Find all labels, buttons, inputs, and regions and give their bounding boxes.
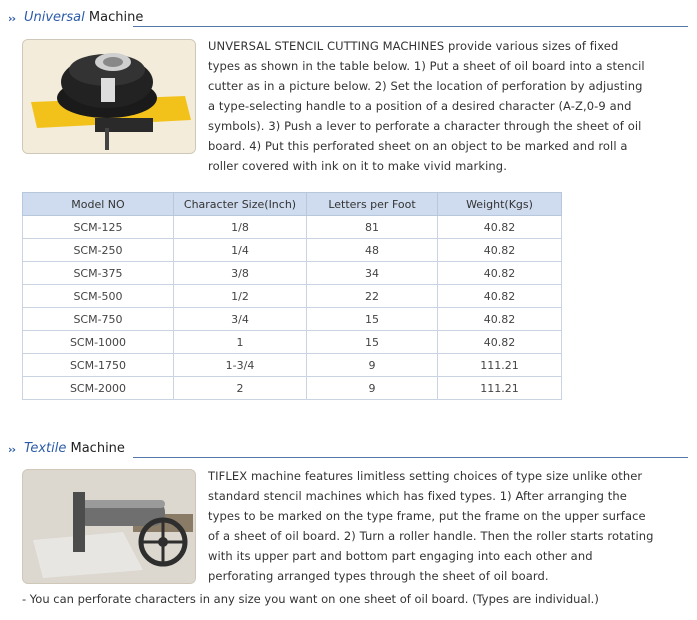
textile-section-header xyxy=(8,441,688,461)
textile-description: TIFLEX machine features limitless setting choices of type size unlike other standard stencil machines which has fixed types. 1) After arranging the types to be marked on the type frame, put the frame on the upper surface of a sheet of oil board. 2) Turn a roller handle. Then the roller starts rotating with its upper part and bottom part engaging into each other and perforating arranged types through the sheet of oil board. xyxy=(208,469,654,583)
table-row xyxy=(23,354,562,377)
section-divider xyxy=(133,457,688,458)
table-cell: 40.82 xyxy=(438,285,562,308)
universal-description: UNVERSAL STENCIL CUTTING MACHINES provide various sizes of fixed types as shown in the table below. 1) Put a sheet of oil board into a stencil cutter as in a picture below. 2) Set the location of perforation by adjusting a type-selecting handle to a position of a desired character (A-Z,0-9 and symbols). 3) Push a lever to perforate a character through the sheet of oil board. 4) Put this perforated sheet on an object to be marked and roll a roller covered with ink on it to make vivid marking. xyxy=(208,39,645,173)
table-cell: 3/8 xyxy=(174,262,307,285)
textile-section-title: Textile Machine xyxy=(24,441,125,456)
table-cell: SCM-2000 xyxy=(23,377,174,400)
table-row xyxy=(23,331,562,354)
table-cell: 81 xyxy=(307,216,438,239)
table-cell: 1-3/4 xyxy=(174,354,307,377)
table-cell: 1/8 xyxy=(174,216,307,239)
column-header: Character Size(Inch) xyxy=(174,193,307,216)
table-cell: SCM-750 xyxy=(23,308,174,331)
table-cell: 1 xyxy=(174,331,307,354)
table-cell: 34 xyxy=(307,262,438,285)
table-cell: 1/4 xyxy=(174,239,307,262)
textile-note: - You can perforate characters in any size you want on one sheet of oil board. (Types are individual.) xyxy=(22,592,599,606)
table-cell: 111.21 xyxy=(438,354,562,377)
universal-machine-photo xyxy=(22,39,196,154)
table-cell: 9 xyxy=(307,354,438,377)
table-cell: SCM-1000 xyxy=(23,331,174,354)
column-header: Letters per Foot xyxy=(307,193,438,216)
table-cell: 22 xyxy=(307,285,438,308)
table-cell: 40.82 xyxy=(438,239,562,262)
table-cell: SCM-500 xyxy=(23,285,174,308)
table-cell: 48 xyxy=(307,239,438,262)
spec-table xyxy=(22,192,562,400)
table-cell: SCM-375 xyxy=(23,262,174,285)
table-header-row xyxy=(23,193,562,216)
table-cell: 3/4 xyxy=(174,308,307,331)
table-cell: SCM-125 xyxy=(23,216,174,239)
table-cell: 9 xyxy=(307,377,438,400)
table-cell: 40.82 xyxy=(438,216,562,239)
column-header: Model NO xyxy=(23,193,174,216)
textile-machine-photo xyxy=(22,469,196,584)
universal-section-title: Universal Machine xyxy=(24,10,144,25)
table-cell: 1/2 xyxy=(174,285,307,308)
table-row xyxy=(23,216,562,239)
universal-machine-illustration xyxy=(23,40,195,153)
table-cell: 40.82 xyxy=(438,331,562,354)
section-divider xyxy=(133,26,688,27)
double-chevron-icon: ›› xyxy=(8,12,16,25)
table-row xyxy=(23,239,562,262)
table-cell: 111.21 xyxy=(438,377,562,400)
table-cell: 15 xyxy=(307,308,438,331)
table-cell: 40.82 xyxy=(438,308,562,331)
table-row xyxy=(23,308,562,331)
table-row xyxy=(23,262,562,285)
table-row xyxy=(23,285,562,308)
table-cell: 15 xyxy=(307,331,438,354)
table-cell: 40.82 xyxy=(438,262,562,285)
table-cell: SCM-1750 xyxy=(23,354,174,377)
double-chevron-icon: ›› xyxy=(8,443,16,456)
textile-machine-illustration xyxy=(23,470,195,583)
universal-section-header xyxy=(8,10,688,30)
table-cell: SCM-250 xyxy=(23,239,174,262)
column-header: Weight(Kgs) xyxy=(438,193,562,216)
table-row xyxy=(23,377,562,400)
table-cell: 2 xyxy=(174,377,307,400)
